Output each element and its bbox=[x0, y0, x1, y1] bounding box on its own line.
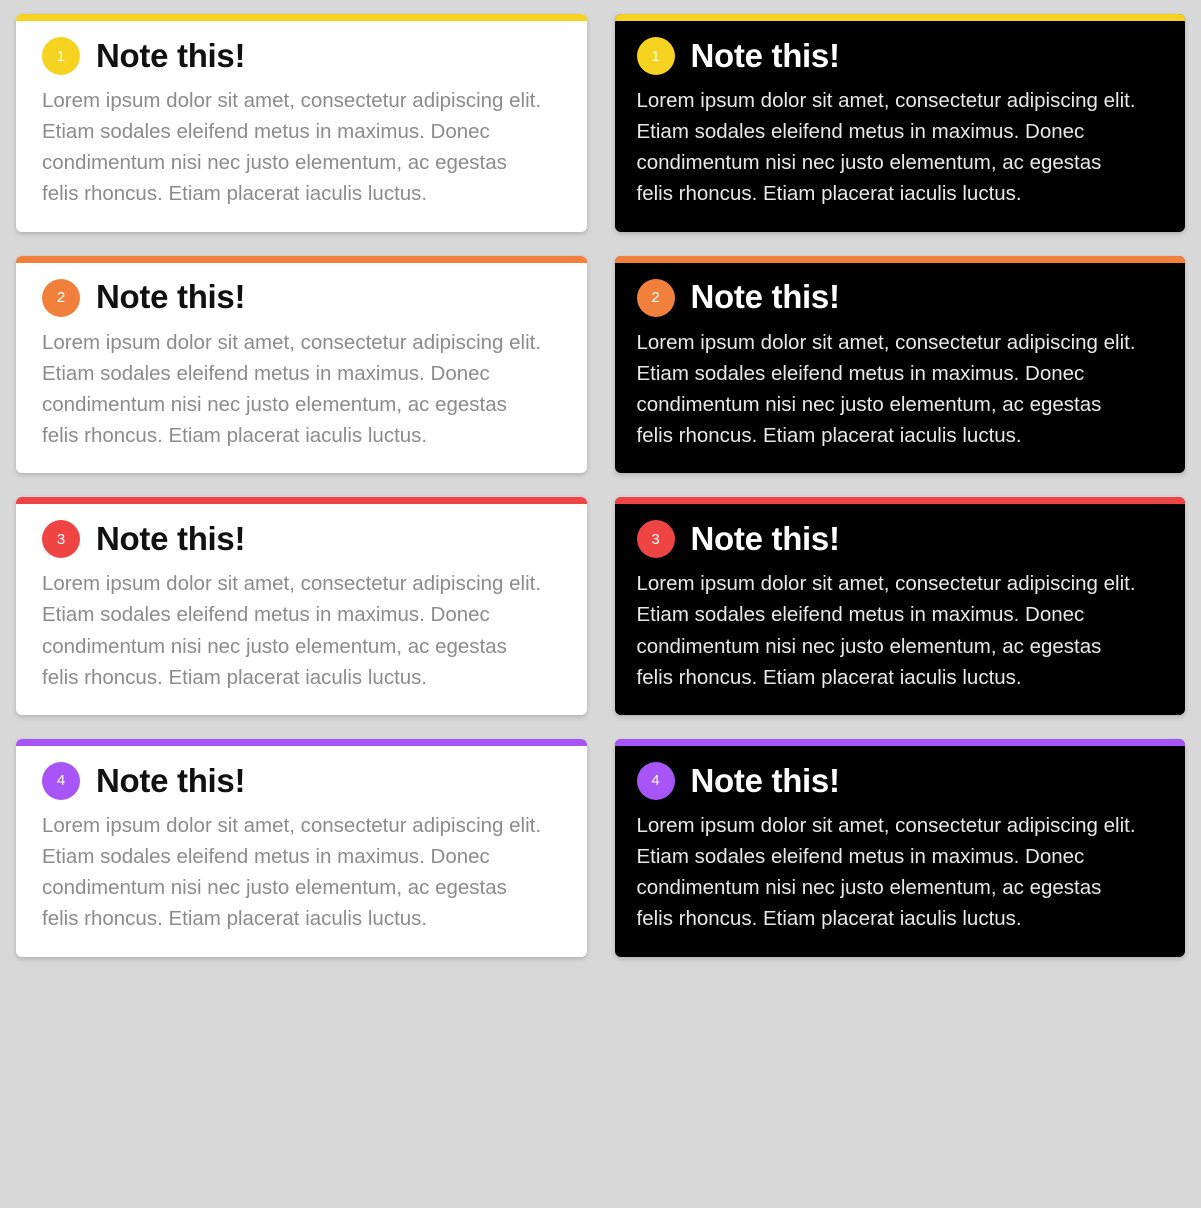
number-badge: 3 bbox=[42, 520, 80, 558]
note-card-inner bbox=[16, 504, 587, 693]
note-card-title: Note this! bbox=[96, 761, 246, 799]
note-card-title: Note this! bbox=[96, 520, 246, 558]
note-card bbox=[615, 497, 1186, 715]
accent-bar bbox=[16, 739, 587, 746]
note-card-inner bbox=[615, 504, 1186, 693]
note-card bbox=[615, 739, 1186, 957]
number-badge: 1 bbox=[42, 37, 80, 75]
accent-bar bbox=[615, 497, 1186, 504]
note-card bbox=[615, 256, 1186, 474]
accent-bar bbox=[615, 256, 1186, 263]
note-card-title: Note this! bbox=[690, 36, 840, 74]
note-card-header bbox=[637, 279, 1164, 317]
note-card-body: Lorem ipsum dolor sit amet, consectetur adipiscing elit. Etiam sodales eleifend metus in maximus. Donec condimentum nisi nec justo elementum, ac egestas felis rhoncus. Etiam placerat iaculis luctus. bbox=[636, 572, 1136, 689]
accent-bar bbox=[615, 14, 1186, 21]
note-card-title: Note this! bbox=[690, 520, 840, 558]
note-card-body: Lorem ipsum dolor sit amet, consectetur adipiscing elit. Etiam sodales eleifend metus in maximus. Donec condimentum nisi nec justo elementum, ac egestas felis rhoncus. Etiam placerat iaculis luctus. bbox=[636, 330, 1136, 448]
note-card-header bbox=[42, 762, 561, 800]
note-card-title: Note this! bbox=[690, 278, 840, 316]
note-card-header bbox=[637, 762, 1164, 800]
note-card-header bbox=[42, 37, 561, 75]
note-card-inner bbox=[615, 263, 1186, 452]
number-badge: 2 bbox=[637, 279, 675, 317]
note-card-header bbox=[637, 520, 1164, 558]
note-card-title: Note this! bbox=[690, 761, 840, 799]
note-card-inner bbox=[16, 263, 587, 452]
note-card-body: Lorem ipsum dolor sit amet, consectetur adipiscing elit. Etiam sodales eleifend metus in maximus. Donec condimentum nisi nec justo elementum, ac egestas felis rhoncus. Etiam placerat iaculis luctus. bbox=[42, 330, 542, 448]
note-card-inner bbox=[615, 746, 1186, 935]
note-card bbox=[16, 14, 587, 232]
accent-bar bbox=[615, 739, 1186, 746]
note-card bbox=[615, 14, 1186, 232]
accent-bar bbox=[16, 497, 587, 504]
note-card bbox=[16, 739, 587, 957]
note-card-inner bbox=[16, 21, 587, 210]
note-card-header bbox=[42, 279, 561, 317]
note-card-body: Lorem ipsum dolor sit amet, consectetur adipiscing elit. Etiam sodales eleifend metus in maximus. Donec condimentum nisi nec justo elementum, ac egestas felis rhoncus. Etiam placerat iaculis luctus. bbox=[42, 89, 542, 206]
note-card-header bbox=[637, 37, 1164, 75]
note-card-header bbox=[42, 520, 561, 558]
accent-bar bbox=[16, 256, 587, 263]
number-badge: 2 bbox=[42, 279, 80, 317]
note-card-body: Lorem ipsum dolor sit amet, consectetur adipiscing elit. Etiam sodales eleifend metus in maximus. Donec condimentum nisi nec justo elementum, ac egestas felis rhoncus. Etiam placerat iaculis luctus. bbox=[42, 813, 542, 931]
note-card bbox=[16, 256, 587, 474]
number-badge: 1 bbox=[637, 37, 675, 75]
note-card bbox=[16, 497, 587, 715]
note-card-body: Lorem ipsum dolor sit amet, consectetur adipiscing elit. Etiam sodales eleifend metus in maximus. Donec condimentum nisi nec justo elementum, ac egestas felis rhoncus. Etiam placerat iaculis luctus. bbox=[636, 89, 1136, 206]
note-card-title: Note this! bbox=[96, 278, 246, 316]
note-card-inner bbox=[16, 746, 587, 935]
number-badge: 4 bbox=[42, 762, 80, 800]
note-card-title: Note this! bbox=[96, 36, 246, 74]
note-card-grid bbox=[16, 14, 1185, 957]
accent-bar bbox=[16, 14, 587, 21]
number-badge: 3 bbox=[637, 520, 675, 558]
note-card-body: Lorem ipsum dolor sit amet, consectetur adipiscing elit. Etiam sodales eleifend metus in maximus. Donec condimentum nisi nec justo elementum, ac egestas felis rhoncus. Etiam placerat iaculis luctus. bbox=[42, 572, 542, 689]
number-badge: 4 bbox=[637, 762, 675, 800]
note-card-inner bbox=[615, 21, 1186, 210]
note-card-body: Lorem ipsum dolor sit amet, consectetur adipiscing elit. Etiam sodales eleifend metus in maximus. Donec condimentum nisi nec justo elementum, ac egestas felis rhoncus. Etiam placerat iaculis luctus. bbox=[636, 813, 1136, 931]
